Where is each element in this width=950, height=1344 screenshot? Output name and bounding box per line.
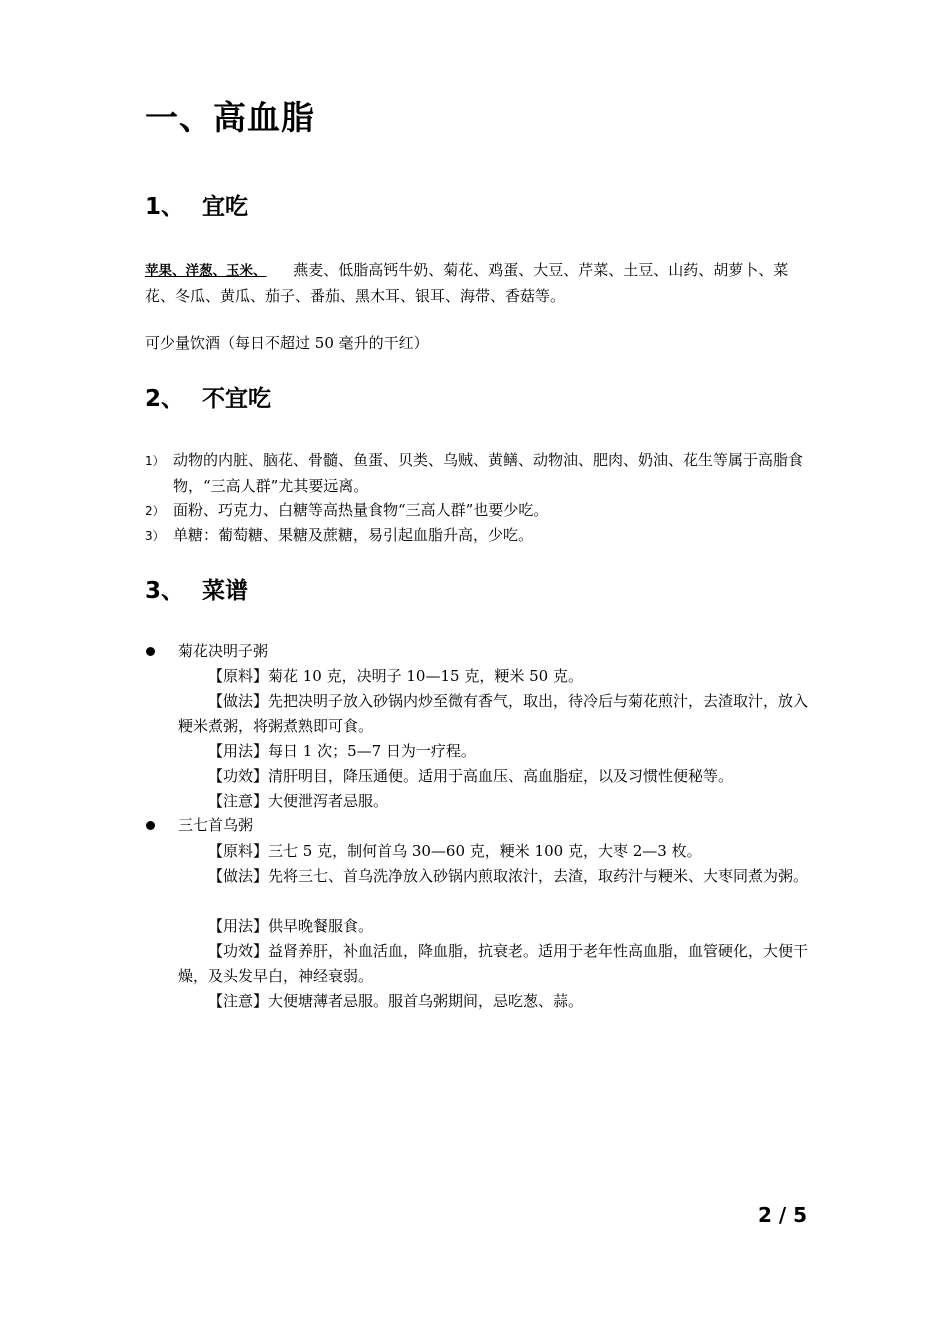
page-number: 2 / 5 bbox=[757, 1203, 807, 1227]
bullet-icon bbox=[143, 818, 157, 832]
section-title: 宜吃 bbox=[202, 194, 248, 220]
section-title: 菜谱 bbox=[202, 578, 248, 604]
section-heading-eat bbox=[145, 188, 248, 221]
recipe-effect: 【功效】益肾养肝，补血活血，降血脂，抗衰老。适用于老年性高血脂，血管硬化，大便干燥，及头发早白，神经衰弱。 bbox=[178, 942, 809, 985]
avoid-item-text: 面粉、巧克力、白糖等高热量食物“三高人群”也要少吃。 bbox=[173, 501, 549, 519]
recommended-foods bbox=[145, 258, 815, 309]
section-heading-recipes bbox=[145, 572, 248, 605]
avoid-item-number: 1） bbox=[145, 454, 165, 468]
recipe-usage: 【用法】供早晚餐服食。 bbox=[208, 917, 374, 935]
page-title: 一、高血脂 bbox=[145, 98, 315, 137]
recipe-usage: 【用法】每日 1 次；5—7 日为一疗程。 bbox=[208, 742, 476, 760]
avoid-item-number: 3） bbox=[145, 529, 165, 543]
recipe-effect: 【功效】清肝明目，降压通便。适用于高血压、高血脂症，以及习惯性便秘等。 bbox=[208, 767, 734, 785]
bullet-icon bbox=[143, 644, 157, 658]
avoid-item-number: 2） bbox=[145, 504, 165, 518]
avoid-item-text: 单糖：葡萄糖、果糖及蔗糖，易引起血脂升高，少吃。 bbox=[173, 526, 534, 544]
recipe-title: 三七首乌粥 bbox=[178, 816, 254, 834]
recipe-caution: 【注意】大便泄泻者忌服。 bbox=[208, 792, 389, 810]
avoid-item bbox=[145, 523, 815, 549]
recipe-method: 【做法】先把决明子放入砂锅内炒至微有香气，取出，待冷后与菊花煎汁，去渣取汁，放入粳米煮粥，将粥煮熟即可食。 bbox=[178, 692, 809, 735]
section-title: 不宜吃 bbox=[202, 386, 271, 412]
recipe-title: 菊花决明子粥 bbox=[178, 642, 269, 660]
section-number: 1、 bbox=[145, 194, 185, 220]
wine-note: 可少量饮酒（每日不超过 50 毫升的干红） bbox=[145, 334, 429, 352]
section-number: 2、 bbox=[145, 386, 185, 412]
highlighted-foods: 苹果、洋葱、玉米、 bbox=[145, 263, 267, 279]
avoid-item-text: 动物的内脏、脑花、骨髓、鱼蛋、贝类、乌贼、黄鳝、动物油、肥肉、奶油、花生等属于高脂食物，“三高人群”尤其要远离。 bbox=[173, 451, 804, 495]
recipe-caution: 【注意】大便塘薄者忌服。服首乌粥期间，忌吃葱、蒜。 bbox=[208, 992, 584, 1010]
avoid-item bbox=[145, 448, 815, 499]
recipe-ingredients: 【原料】菊花 10 克，决明子 10—15 克，粳米 50 克。 bbox=[208, 667, 583, 685]
avoid-item bbox=[145, 498, 815, 524]
section-heading-avoid bbox=[145, 380, 271, 413]
recipe-ingredients: 【原料】三七 5 克，制何首乌 30—60 克，粳米 100 克，大枣 2—3 枚。 bbox=[208, 842, 702, 860]
other-foods: 燕麦、低脂高钙牛奶、菊花、鸡蛋、大豆、芹菜、土豆、山药、胡萝卜、菜花、冬瓜、黄瓜、茄子、番茄、黑木耳、银耳、海带、香菇等。 bbox=[145, 261, 789, 305]
section-number: 3、 bbox=[145, 578, 185, 604]
recipe-method: 【做法】先将三七、首乌洗净放入砂锅内煎取浓汁，去渣，取药汁与粳米、大枣同煮为粥。 bbox=[208, 867, 809, 885]
